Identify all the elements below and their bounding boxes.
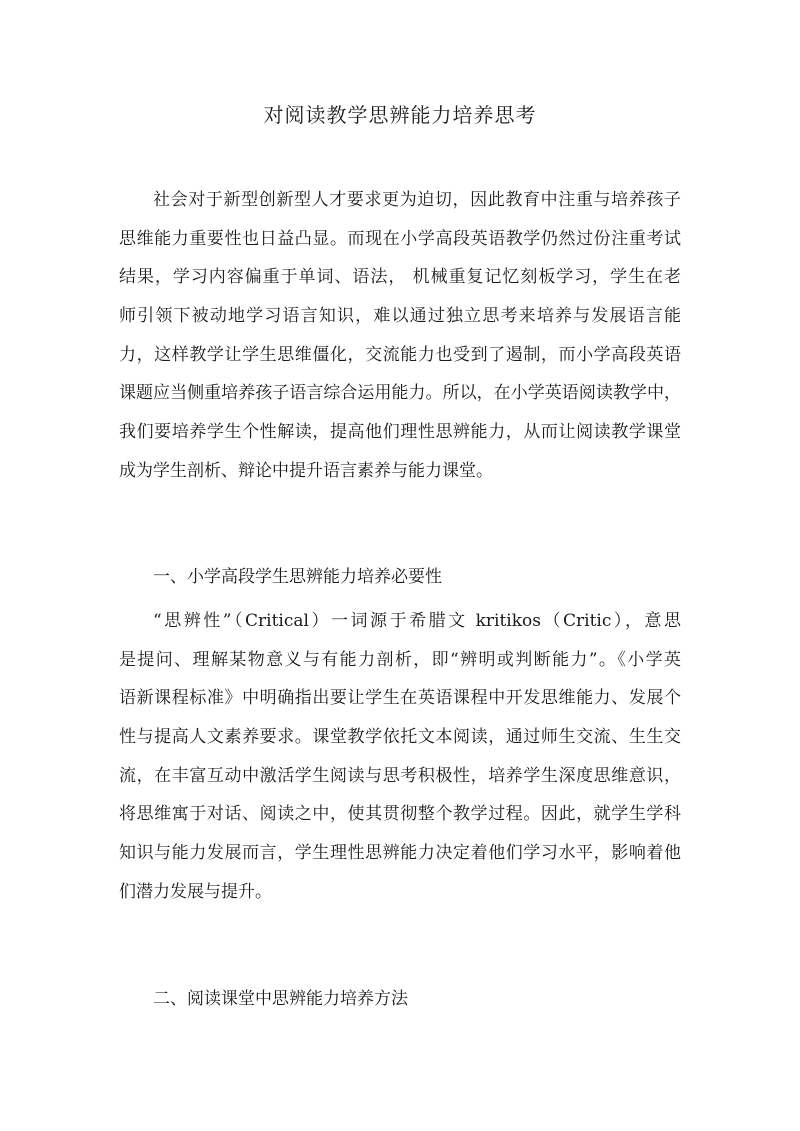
paragraph-line: 我们要培养学生个性解读，提高他们理性思辨能力，从而让阅读教学课堂 <box>119 422 681 443</box>
paragraph-line: 力，这样教学让学生思维僵化，交流能力也受到了遏制，而小学高段英语 <box>119 344 681 365</box>
paragraph-line: 知识与能力发展而言，学生理性思辨能力决定着他们学习水平，影响着他 <box>119 843 681 864</box>
paragraph-line: 们潜力发展与提升。 <box>119 881 272 902</box>
paragraph-line: 性与提高人文素养要求。课堂教学依托文本阅读，通过师生交流、生生交 <box>119 727 681 748</box>
paragraph-line: 语新课程标准》中明确指出要让学生在英语课程中开发思维能力、发展个 <box>119 688 681 709</box>
section-heading-2: 二、阅读课堂中思辨能力培养方法 <box>153 989 408 1009</box>
paragraph-line: 结果，学习内容偏重于单词、语法， 机械重复记忆刻板学习，学生在老 <box>119 267 681 288</box>
section-heading-1: 一、小学高段学生思辨能力培养必要性 <box>153 567 442 587</box>
paragraph-line: 思维能力重要性也日益凸显。而现在小学高段英语教学仍然过份注重考试 <box>119 228 681 249</box>
paragraph-line: “思辨性”（Critical）一词源于希腊文 kritikos（Critic），意思 <box>153 611 681 631</box>
paragraph-line: 成为学生剖析、辩论中提升语言素养与能力课堂。 <box>119 460 493 481</box>
paragraph-line: 课题应当侧重培养孩子语言综合运用能力。所以，在小学英语阅读教学中， <box>119 383 681 404</box>
paragraph-line: 流，在丰富互动中激活学生阅读与思考积极性，培养学生深度思维意识， <box>119 765 681 786</box>
document-title: 对阅读教学思辨能力培养思考 <box>263 103 537 127</box>
section1-paragraph <box>119 602 681 912</box>
paragraph-line: 师引领下被动地学习语言知识，难以通过独立思考来培养与发展语言能 <box>119 306 681 327</box>
intro-paragraph <box>119 181 681 491</box>
paragraph-line: 将思维寓于对话、阅读之中，使其贯彻整个教学过程。因此，就学生学科 <box>119 804 681 825</box>
paragraph-line: 社会对于新型创新型人才要求更为迫切，因此教育中注重与培养孩子 <box>153 190 681 210</box>
paragraph-line: 是提问、理解某物意义与有能力剖析，即“辨明或判断能力”。《小学英 <box>119 649 681 670</box>
